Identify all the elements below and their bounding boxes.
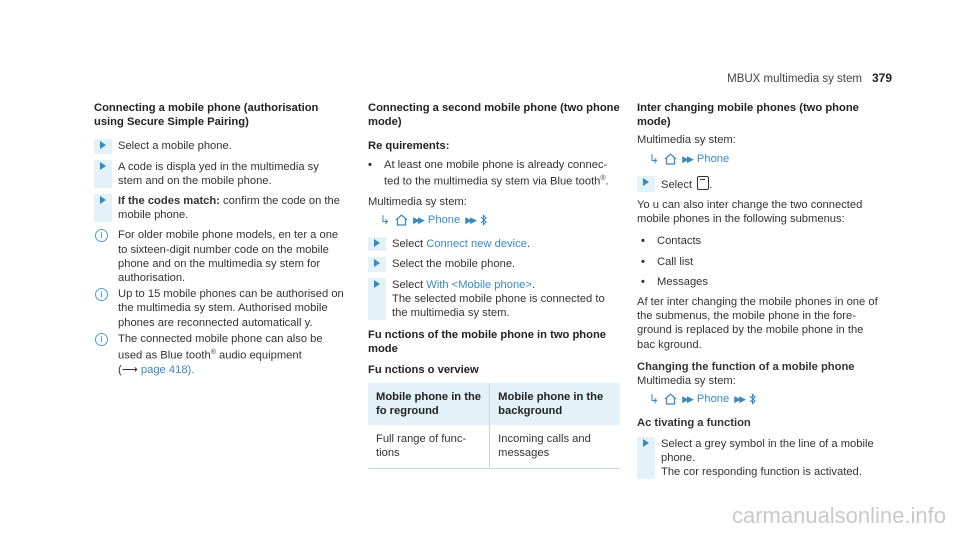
triangle-icon — [100, 162, 106, 170]
note-text: For older mobile phone models, en ter a one to sixteen-digit number code on the mobile phone and on the multimedia sy stem for authorisation. — [118, 229, 339, 285]
step-marker — [368, 237, 386, 251]
page-number: 379 — [871, 71, 892, 85]
system-label: Multimedia sy stem: — [368, 195, 467, 208]
step-text: Select a grey symbol in the line of a mobile phone. — [661, 437, 874, 464]
column-2 — [368, 101, 620, 469]
functions-heading: Fu nctions of the mobile phone in two phone mode — [368, 329, 607, 356]
home-icon[interactable] — [664, 393, 677, 405]
list-item — [641, 234, 883, 248]
step-marker — [94, 139, 112, 153]
triangle-icon — [643, 178, 649, 186]
triangle-icon — [100, 141, 106, 149]
note-item — [94, 332, 346, 377]
paragraph: Yo u can also inter change the two connected mobile phones in the following submenus: — [637, 199, 863, 226]
step-marker — [94, 194, 112, 222]
submenu-contacts: Contacts — [657, 235, 702, 248]
home-icon[interactable] — [395, 214, 408, 226]
submenu-messages: Messages — [657, 275, 708, 288]
triangle-icon — [643, 439, 649, 447]
triangle-icon — [100, 196, 106, 204]
triangle-icon — [374, 259, 380, 267]
step-text: Select the mobile phone. — [392, 258, 516, 271]
info-icon: i — [94, 287, 109, 330]
paragraph: Af ter inter changing the mobile phones in one of the submenus, the mobile phone in the fore‐ ground is replaced by the mobile phone in the bac kground. — [637, 296, 878, 351]
step-marker — [637, 176, 655, 192]
step-item: Select Connect new device. — [368, 237, 620, 251]
bullet-icon: • — [641, 275, 645, 288]
bullet-icon: • — [641, 235, 645, 248]
menu-path — [380, 213, 620, 227]
requirements-heading: Re quirements: — [368, 140, 450, 153]
path-phone[interactable]: Phone — [427, 213, 461, 226]
note-item — [94, 287, 346, 330]
triangle-icon — [374, 239, 380, 247]
registered-mark: ® — [600, 174, 606, 182]
step-item — [94, 160, 346, 188]
step-item — [637, 437, 883, 480]
step-marker — [368, 278, 386, 321]
chevron-right-icon: ▶▶ — [465, 214, 476, 225]
requirement-text: At least one mobile phone is already connec‐ ted to the multimedia sy stem via Blue tooth — [384, 158, 608, 188]
section-heading-interchanging: Inter changing mobile phones (two phone mode) — [637, 102, 859, 129]
section-heading-two-phone-mode: Connecting a second mobile phone (two phone mode) — [368, 102, 620, 129]
submenu-list — [637, 234, 883, 289]
step-marker — [637, 437, 655, 480]
step-text: A code is displa yed in the multimedia sy stem and on the mobile phone. — [118, 160, 319, 187]
chevron-right-icon: ▶▶ — [682, 394, 692, 405]
home-icon[interactable] — [664, 153, 677, 165]
note-text: Up to 15 mobile phones can be authorised on the multimedia sy stem. Authorised mobile phones are reconnected automaticall y. — [118, 288, 344, 329]
list-item — [641, 275, 883, 289]
note-item — [94, 228, 346, 285]
list-item — [641, 255, 883, 269]
submenu-call-list: Call list — [657, 255, 694, 268]
bluetooth-icon[interactable] — [480, 214, 488, 226]
info-icon: i — [94, 228, 109, 285]
requirement-item: • At least one mobile phone is already connec‐ ted to the multimedia sy stem via Blue tooth®. — [368, 158, 609, 188]
heading-change-function: Changing the function of a mobile phone — [637, 360, 855, 373]
step-marker — [94, 160, 112, 188]
step-item — [94, 139, 346, 153]
overview-heading: Fu nctions o verview — [368, 363, 479, 376]
section-heading-secure-pairing: Connecting a mobile phone (authorisation using Secure Simple Pairing) — [94, 102, 319, 129]
watermark: carmanualsonline.info — [731, 503, 946, 528]
page-header — [727, 71, 892, 85]
note-text: The connected mobile phone can also be used as Blue tooth® audio equipment (⟶ page 418). — [118, 332, 323, 376]
menu-path — [649, 392, 883, 406]
chevron-right-icon: ▶▶ — [682, 153, 692, 164]
table-header-cell: Mobile phone in the fo reground — [368, 383, 490, 425]
path-phone[interactable]: Phone — [696, 393, 730, 406]
triangle-icon — [374, 280, 380, 288]
system-label: Multimedia sy stem: — [637, 375, 736, 388]
chevron-right-icon: ▶▶ — [734, 394, 745, 405]
step-text — [118, 194, 346, 222]
path-phone[interactable]: Phone — [696, 152, 730, 165]
header-title: MBUX multimedia sy stem — [727, 73, 862, 85]
step-text: Select — [392, 278, 427, 291]
page-reference-link[interactable]: page 418). — [140, 363, 195, 376]
step-item — [368, 257, 620, 271]
table-cell: Full range of func‐ tions — [368, 425, 490, 468]
connect-new-device-link[interactable]: Connect new device — [426, 238, 527, 251]
step-text: Select — [392, 238, 427, 251]
elbow-arrow-icon: ↳ — [380, 212, 391, 227]
step-result-text: The cor responding function is activated. — [661, 466, 862, 479]
step-item: Select With <Mobile phone>. The selected mobile phone is connected to the multimedia sy stem. — [368, 278, 620, 321]
step-result-text: The selected mobile phone is connected to the multimedia sy stem. — [392, 292, 605, 319]
with-mobile-phone-link[interactable]: With <Mobile phone> — [426, 278, 532, 291]
step-text: Select — [661, 178, 693, 191]
page-ref-arrow-icon: ⟶ — [121, 363, 138, 376]
functions-table — [368, 383, 620, 469]
system-label: Multimedia sy stem: — [637, 134, 736, 147]
table-header-row — [368, 383, 620, 425]
switch-phone-icon[interactable] — [697, 176, 709, 190]
registered-mark: ® — [210, 349, 216, 357]
column-1 — [94, 101, 346, 379]
column-3 — [637, 101, 883, 485]
step-item: Select . — [637, 176, 883, 192]
note-text-part: The connected mobile phone can also be used as Blue tooth — [118, 332, 323, 362]
elbow-arrow-icon: ↳ — [649, 392, 660, 407]
elbow-arrow-icon: ↳ — [649, 151, 660, 166]
bullet-icon: • — [641, 255, 645, 268]
bluetooth-icon[interactable] — [749, 393, 757, 405]
step-marker — [368, 257, 386, 271]
menu-path — [649, 152, 883, 166]
table-cell: Incoming calls and messages — [490, 425, 620, 468]
step-condition: If the codes match: — [118, 195, 220, 208]
step-text-rest: confirm the code on the mobile phone. — [118, 195, 340, 222]
table-row — [368, 425, 620, 468]
note-text-part: audio equipment — [215, 349, 302, 362]
bullet-icon: • — [368, 158, 372, 171]
table-header-cell: Mobile phone in the background — [490, 383, 620, 425]
info-icon: i — [94, 332, 109, 377]
heading-activate-function: Ac tivating a function — [637, 417, 751, 430]
step-text: Select a mobile phone. — [118, 140, 232, 153]
step-item — [94, 194, 346, 222]
chevron-right-icon: ▶▶ — [413, 214, 423, 225]
